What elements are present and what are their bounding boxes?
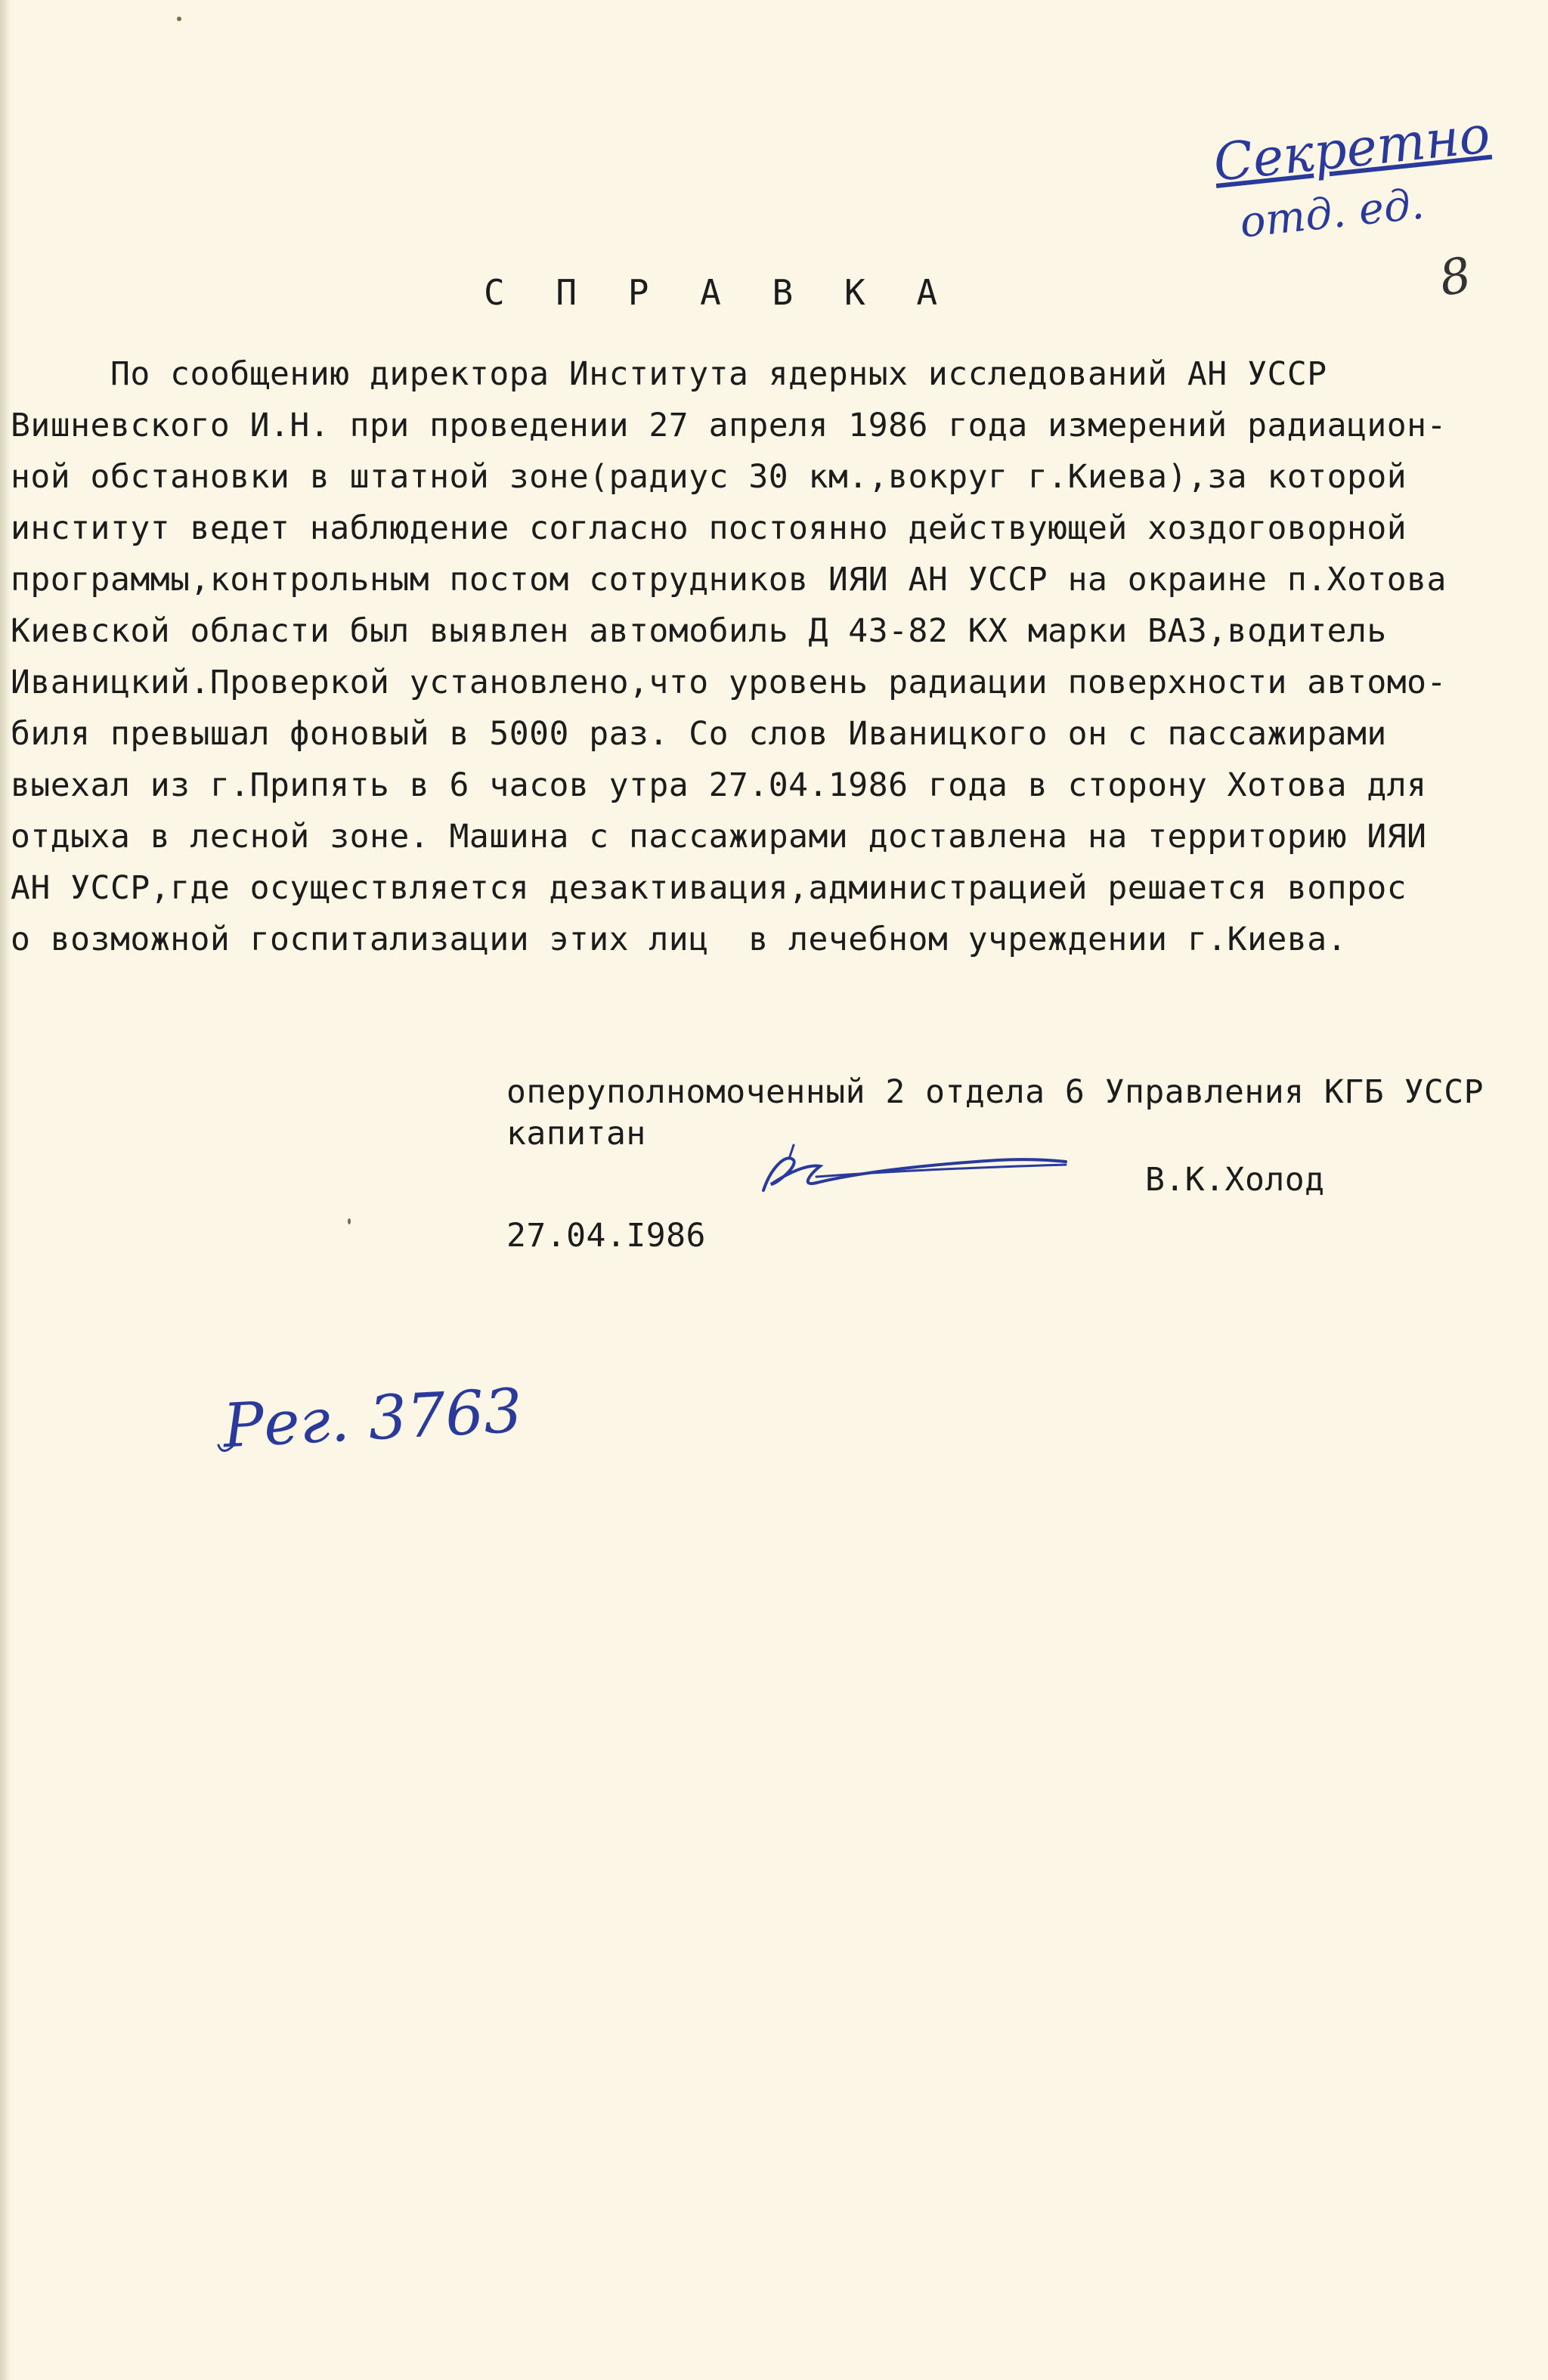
document-date: 27.04.I986	[506, 1217, 706, 1255]
body-line-5: программы,контрольным постом сотрудников ИЯИ АН УССР на окраине п.Хотова	[11, 561, 1447, 599]
secret-annotation: Секретно	[1210, 105, 1493, 193]
body-line-6: Киевской области был выявлен автомобиль Д 43-82 КХ марки ВАЗ,водитель	[11, 612, 1387, 650]
department-annotation: отд. ед.	[1237, 179, 1427, 248]
body-line-3: ной обстановки в штатной зоне(радиус 30 км.,вокруг г.Киева),за которой	[11, 458, 1407, 496]
registration-number: Рег. 3763	[221, 1375, 525, 1462]
signatory-position: оперуполномоченный 2 отдела 6 Управления КГБ УССР	[506, 1073, 1485, 1111]
signatory-rank: капитан	[506, 1115, 646, 1153]
body-line-7: Иваницкий.Проверкой установлено,что уровень радиации поверхности автомо-	[11, 664, 1447, 701]
body-line-12: о возможной госпитализации этих лиц в лечебном учреждении г.Киева.	[11, 921, 1348, 958]
paper-speck	[348, 1218, 351, 1224]
page-number: 8	[1435, 247, 1475, 308]
body-line-2: Вишневского И.Н. при проведении 27 апреля 1986 года измерений радиацион-	[11, 407, 1447, 444]
body-line-4: институт ведет наблюдение согласно постоянно действующей хоздоговорной	[11, 509, 1407, 547]
body-line-8: биля превышал фоновый в 5000 раз. Со слов Иваницкого он с пассажирами	[11, 715, 1387, 753]
paper-speck	[177, 17, 181, 21]
body-line-11: АН УССР,где осуществляется дезактивация,администрацией решается вопрос	[11, 869, 1407, 907]
body-line-1: По сообщению директора Института ядерных исследований АН УССР	[11, 355, 1327, 393]
body-line-10: отдыха в лесной зоне. Машина с пассажирами доставлена на территорию ИЯИ	[11, 818, 1427, 856]
document-title: С П Р А В К А	[484, 272, 953, 313]
body-line-9: выехал из г.Припять в 6 часов утра 27.04.1986 года в сторону Хотова для	[11, 766, 1427, 804]
paper-edge-shadow	[0, 0, 11, 2380]
signatory-name: В.К.Холод	[1145, 1161, 1325, 1199]
handwritten-signature	[748, 1130, 1081, 1213]
